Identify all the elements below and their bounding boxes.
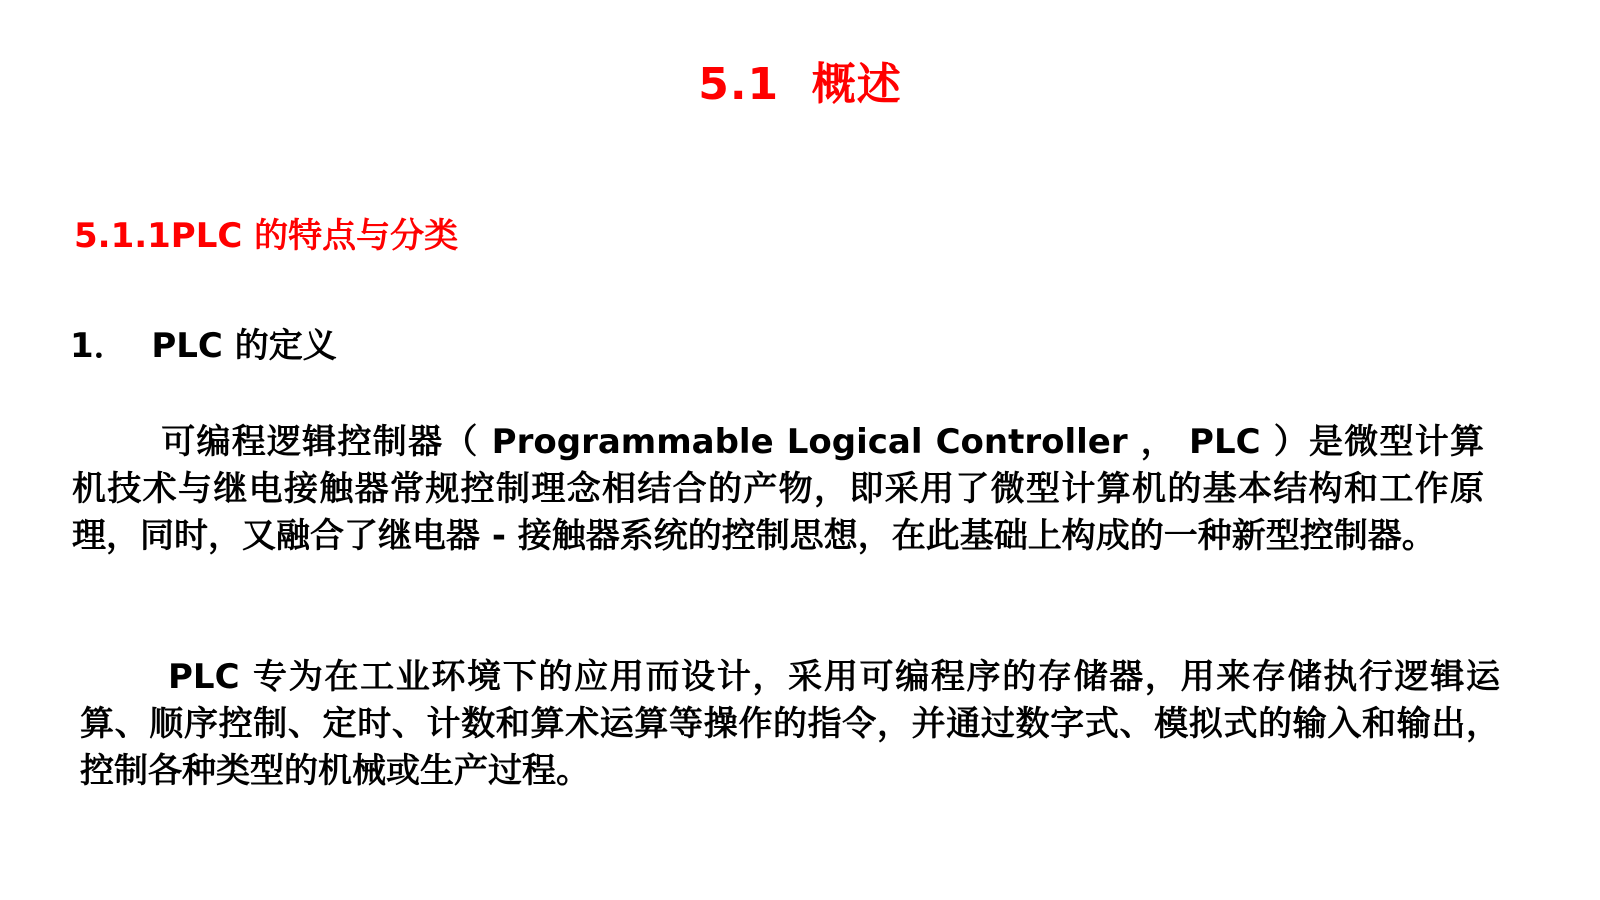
definition-paragraph — [72, 419, 1484, 560]
section-heading: 5.1.1PLC 的特点与分类 — [74, 216, 459, 256]
purpose-paragraph-text: PLC 专为在工业环境下的应用而设计，采用可编程序的存储器，用来存储执行逻辑运算、顺序控制、定时、计数和算术运算等操作的指令，并通过数字式、模拟式的输入和输出，控制各种类型的机械或生产过程。 — [80, 657, 1500, 791]
purpose-paragraph — [80, 654, 1500, 795]
subsection-heading: 1． PLC 的定义 — [70, 326, 337, 366]
slide-title: 5.1 概述 — [698, 59, 902, 110]
definition-paragraph-text: 可编程逻辑控制器（ Programmable Logical Controller ， PLC ）是微型计算机技术与继电接触器常规控制理念相结合的产物，即采用了微型计算机的基本结构和工作原理，同时，又融合了继电器 - 接触器系统的控制思想，在此基础上构成的一种新型控制器。 — [72, 422, 1484, 556]
